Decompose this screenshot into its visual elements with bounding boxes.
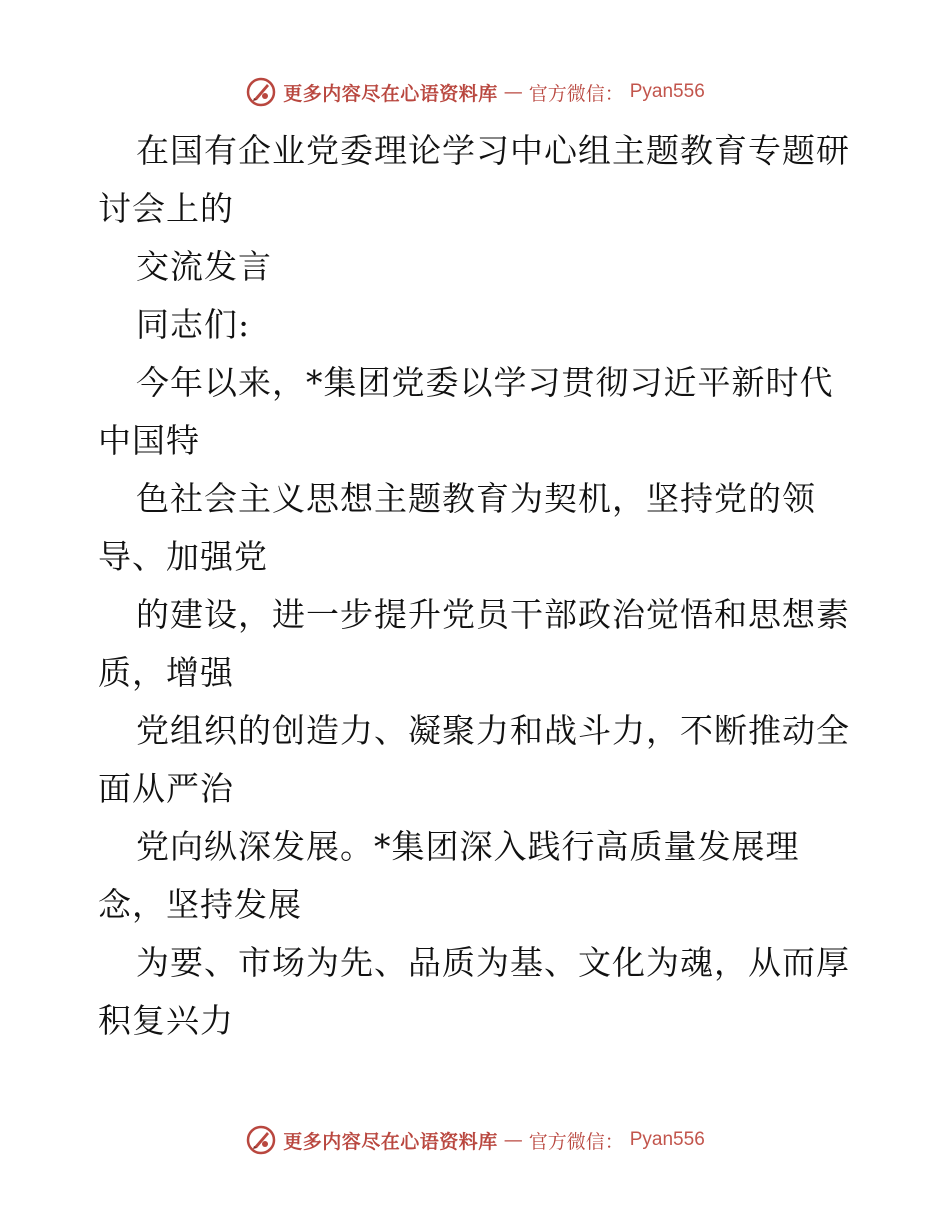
watermark-label: 官方微信： — [528, 1130, 624, 1153]
watermark-separator: — — [503, 1129, 523, 1151]
text-line: 为要、市场为先、品质为基、文化为魂，从而厚 — [136, 943, 850, 982]
text-line: 质，增强 — [98, 653, 234, 692]
header-watermark — [0, 72, 950, 112]
quill-logo-icon — [245, 1124, 277, 1156]
watermark-text: 更多内容尽在心语资料库 — [283, 1130, 498, 1153]
footer-watermark — [0, 1120, 950, 1160]
watermark-label: 官方微信： — [528, 82, 624, 105]
text-line: 的建设，进一步提升党员干部政治觉悟和思想素 — [136, 595, 850, 634]
text-line: 念，坚持发展 — [98, 885, 302, 924]
watermark-text: 更多内容尽在心语资料库 — [283, 82, 498, 105]
text-line: 在国有企业党委理论学习中心组主题教育专题研 — [136, 131, 850, 170]
text-line: 党组织的创造力、凝聚力和战斗力，不断推动全 — [136, 711, 850, 750]
watermark-id: Pyan556 — [629, 1129, 705, 1150]
quill-logo-icon — [245, 76, 277, 108]
document-body — [98, 122, 858, 1050]
text-line: 党向纵深发展。*集团深入践行高质量发展理 — [136, 827, 800, 866]
text-line: 讨会上的 — [98, 189, 234, 228]
text-line: 积复兴力 — [98, 1001, 234, 1040]
text-line: 同志们: — [136, 305, 251, 344]
text-line: 今年以来，*集团党委以学习贯彻习近平新时代 — [136, 363, 834, 402]
text-line: 色社会主义思想主题教育为契机，坚持党的领 — [136, 479, 816, 518]
text-line: 导、加强党 — [98, 537, 268, 576]
watermark-id: Pyan556 — [629, 81, 705, 102]
text-line: 面从严治 — [98, 769, 234, 808]
text-line: 中国特 — [98, 421, 200, 460]
text-line: 交流发言 — [136, 247, 272, 286]
watermark-separator: — — [503, 81, 523, 103]
